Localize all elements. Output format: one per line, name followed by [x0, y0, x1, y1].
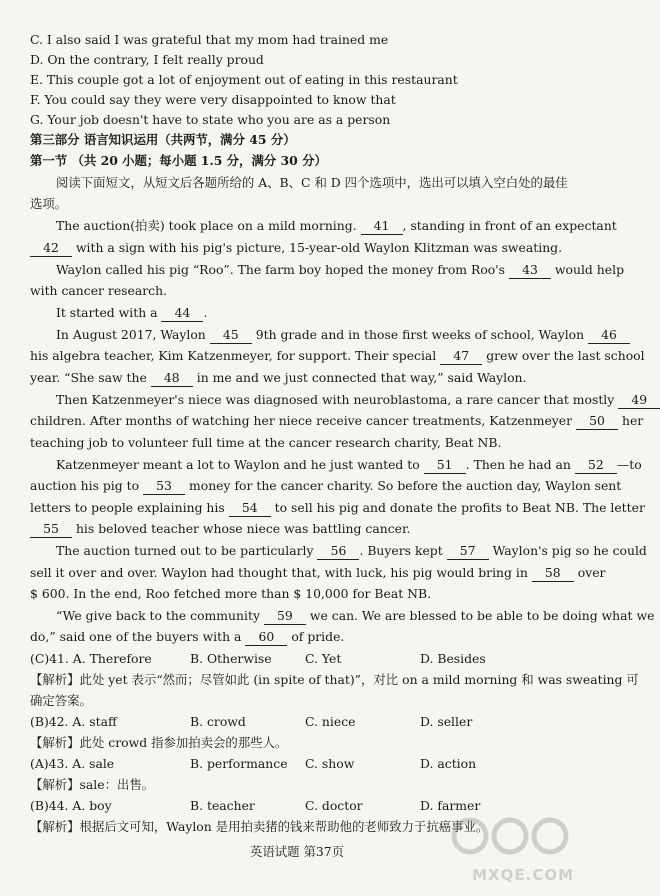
passage-line: The auction(拍卖) took place on a mild morning. 41 , standing in front of an expectant — [56, 218, 617, 233]
instruction-line-1: 阅读下面短文，从短文后各题所给的 A、B、C 和 D 四个选项中，选出可以填入空白处的最佳 — [56, 175, 568, 190]
option-f: F. You could say they were very disappointed to know that — [30, 92, 396, 107]
passage-line: It started with a 44 . — [56, 305, 208, 320]
blank-43: 43 — [509, 262, 551, 279]
passage-line: children. After months of watching her niece receive cancer treatments, Katzenmeyer 50 her — [30, 413, 644, 428]
instruction-line-2: 选项。 — [30, 196, 68, 211]
option-c: C. I also said I was grateful that my mom had trained me — [30, 32, 389, 47]
blank-52: 52 — [575, 457, 617, 474]
explanation-41: 【解析】此处 yet 表示“然而；尽管如此 (in spite of that)”，对比 on a mild morning 和 was sweating 可 — [30, 672, 639, 687]
part3-title: 第三部分 语言知识运用（共两节，满分 45 分） — [30, 132, 296, 147]
passage-line: 42 with a sign with his pig's picture, 15-year-old Waylon Klitzman was sweating. — [30, 238, 576, 258]
blank-54: 54 — [229, 500, 271, 517]
blank-53: 53 — [143, 478, 185, 495]
section1-title: 第一节 （共 20 小题；每小题 1.5 分，满分 30 分） — [30, 153, 327, 168]
watermark-logo — [448, 806, 588, 892]
option-g: G. Your job doesn't have to state who you are as a person — [30, 112, 391, 127]
option-d: D. On the contrary, I felt really proud — [30, 52, 264, 67]
blank-48: 48 — [151, 370, 193, 387]
blank-41: 41 — [361, 218, 403, 235]
blank-46: 46 — [588, 327, 630, 344]
explanation-41: 确定答案。 — [30, 693, 92, 708]
question-41: (C)41. A. Therefore B. Otherwise C. Yet D. Besides — [30, 651, 486, 666]
passage-line: $ 600. In the end, Roo fetched more than $ 10,000 for Beat NB. — [30, 586, 432, 601]
passage-line: with cancer research. — [30, 283, 168, 298]
passage-line: Katzenmeyer meant a lot to Waylon and he just wanted to 51 . Then he had an 52 —to — [56, 457, 642, 472]
blank-56: 56 — [317, 543, 359, 560]
question-42: (B)42. A. staff B. crowd C. niece D. seller — [30, 714, 473, 729]
passage-line: The auction turned out to be particularly 56 . Buyers kept 57 Waylon's pig so he could — [56, 543, 647, 558]
passage-line: In August 2017, Waylon 45 9th grade and in those first weeks of school, Waylon 46 — [56, 325, 576, 345]
passage-line: letters to people explaining his 54 to sell his pig and donate the profits to Beat NB. The letter — [30, 500, 645, 515]
blank-58: 58 — [532, 565, 574, 582]
passage-line: 55 his beloved teacher whose niece was battling cancer. — [30, 519, 576, 539]
question-43: (A)43. A. sale B. performance C. show D. action — [30, 756, 477, 771]
explanation-42: 【解析】此处 crowd 指参加拍卖会的那些人。 — [30, 735, 288, 750]
passage-line: Waylon called his pig “Roo”. The farm boy hoped the money from Roo's 43 would help — [56, 262, 625, 277]
passage-line: do,” said one of the buyers with a 60 of pride. — [30, 629, 345, 644]
blank-55: 55 — [30, 521, 72, 538]
blank-47: 47 — [440, 348, 482, 365]
blank-51: 51 — [424, 457, 466, 474]
passage-line: year. “She saw the 48 in me and we just connected that way,” said Waylon. — [30, 370, 527, 385]
passage-line: his algebra teacher, Kim Katzenmeyer, for support. Their special 47 grew over the last school — [30, 348, 645, 363]
blank-60: 60 — [245, 629, 287, 646]
blank-57: 57 — [447, 543, 489, 560]
blank-42: 42 — [30, 240, 72, 257]
passage-line: “We give back to the community 59 we can. We are blessed to be able to be doing what we — [56, 608, 655, 623]
blank-49: 49 — [618, 392, 660, 409]
blank-59: 59 — [264, 608, 306, 625]
blank-44: 44 — [161, 305, 203, 322]
explanation-43: 【解析】sale：出售。 — [30, 777, 155, 792]
blank-45: 45 — [210, 327, 252, 344]
explanation-44: 【解析】根据后文可知，Waylon 是用拍卖猪的钱来帮助他的老师致力于抗癌事业。 — [30, 819, 489, 834]
passage-line: auction his pig to 53 money for the cancer charity. So before the auction day, Waylon sent — [30, 478, 622, 493]
question-44: (B)44. A. boy B. teacher C. doctor D. farmer — [30, 798, 481, 813]
blank-50: 50 — [576, 413, 618, 430]
passage-line: Then Katzenmeyer's niece was diagnosed with neuroblastoma, a rare cancer that mostly 49 — [56, 390, 576, 410]
passage-line: sell it over and over. Waylon had thought that, with luck, his pig would bring in 58 over — [30, 565, 606, 580]
watermark-text: MXQE.COM — [472, 866, 574, 884]
passage-line: teaching job to volunteer full time at the cancer research charity, Beat NB. — [30, 435, 502, 450]
page-footer: 英语试题 第37页 — [249, 844, 345, 859]
option-e: E. This couple got a lot of enjoyment out of eating in this restaurant — [30, 72, 458, 87]
